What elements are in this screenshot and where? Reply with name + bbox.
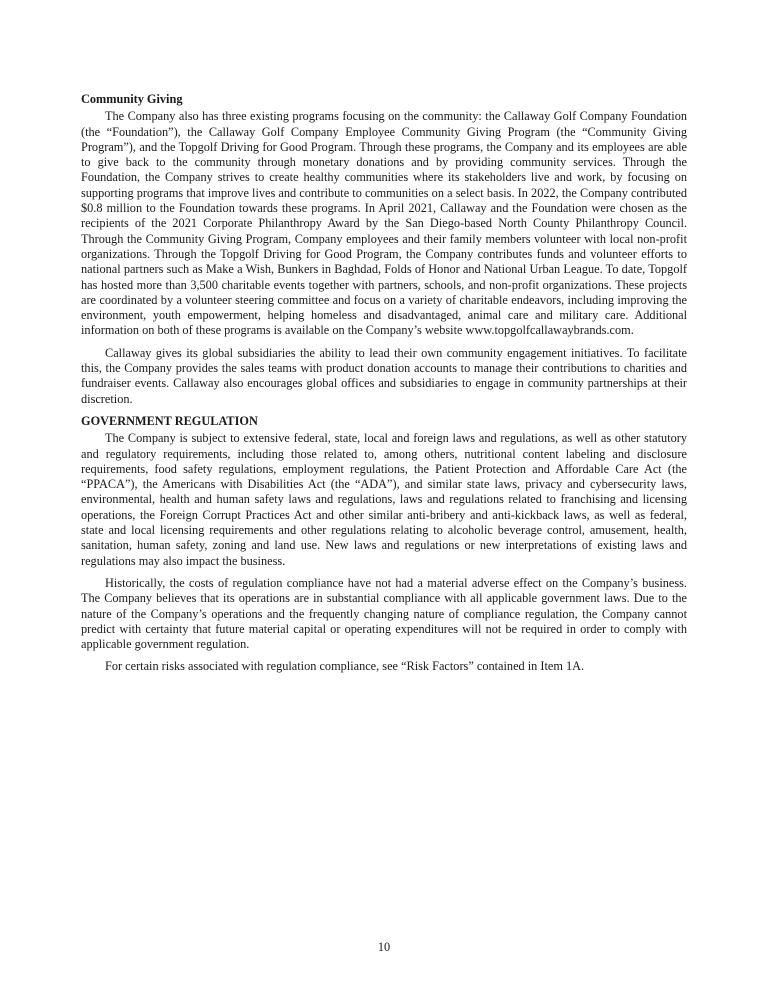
document-page <box>81 92 687 682</box>
government-regulation-paragraph-2: Historically, the costs of regulation compliance have not had a material adverse effect on the Company’s business. The Company believes that its operations are in substantial compliance with all applicable government laws. Due to the nature of the Company’s operations and the frequently changing nature of compliance regulation, the Company cannot predict with certainty that future material capital or operating expenditures will not be required in order to comply with applicable government regulation. <box>81 575 687 652</box>
community-giving-paragraph-2: Callaway gives its global subsidiaries the ability to lead their own community engagement initiatives. To facilitate this, the Company provides the sales teams with product donation accounts to manage their contributions to charities and fundraiser events. Callaway also encourages global offices and subsidiaries to engage in community partnerships at their discretion. <box>81 345 687 406</box>
government-regulation-paragraph-3: For certain risks associated with regulation compliance, see “Risk Factors” contained in Item 1A. <box>105 659 585 674</box>
government-regulation-section <box>81 414 687 675</box>
government-regulation-paragraph-1: The Company is subject to extensive federal, state, local and foreign laws and regulations, as well as other statutory and regulatory requirements, including those related to, among others, nutritional content labeling and disclosure requirements, food safety regulations, employment regulations, the Patient Protection and Affordable Care Act (the “PPACA”), the Americans with Disabilities Act (the “ADA”), and similar state laws, privacy and cybersecurity laws, environmental, health and human safety laws and regulations, laws and regulations related to franchising and licensing operations, the Foreign Corrupt Practices Act and other similar anti-bribery and anti-kickback laws, as well as federal, state and local licensing requirements and other regulations relating to alcoholic beverage control, amusement, health, sanitation, human safety, zoning and land use. New laws and regulations or new interpretations of existing laws and regulations may also impact the business. <box>81 431 687 568</box>
government-regulation-heading: GOVERNMENT REGULATION <box>81 413 258 428</box>
community-giving-paragraph-1: The Company also has three existing programs focusing on the community: the Callaway Golf Company Foundation (the “Foundation”), the Callaway Golf Company Employee Community Giving Program (the “Community Giving Program”), and the Topgolf Driving for Good Program. Through these programs, the Company and its employees are able to give back to the community through monetary donations and by providing community services. Through the Foundation, the Company strives to create healthy communities where its stakeholders live and work, by focusing on supporting programs that improve lives and contribute to communities on a select basis. In 2022, the Company contributed $0.8 million to the Foundation towards these programs. In April 2021, Callaway and the Foundation were chosen as the recipients of the 2021 Corporate Philanthropy Award by the San Diego-based North County Philanthropy Council. Through the Community Giving Program, Company employees and their family members volunteer with local non-profit organizations. Through the Topgolf Driving for Good Program, the Company contributes funds and volunteer efforts to national partners such as Make a Wish, Bunkers in Baghdad, Folds of Honor and National Urban League. To date, Topgolf has hosted more than 3,500 charitable events together with partners, schools, and non-profit organizations. These projects are coordinated by a volunteer steering committee and focus on a variety of charitable endeavors, including improving the environment, youth empowerment, helping homeless and disadvantaged, animal care and military care. Additional information on both of these programs is available on the Company’s website www.topgolfcallawaybrands.com. <box>81 109 687 338</box>
community-giving-heading: Community Giving <box>81 92 183 106</box>
page-number: 10 <box>377 940 391 954</box>
community-giving-section <box>81 92 687 407</box>
